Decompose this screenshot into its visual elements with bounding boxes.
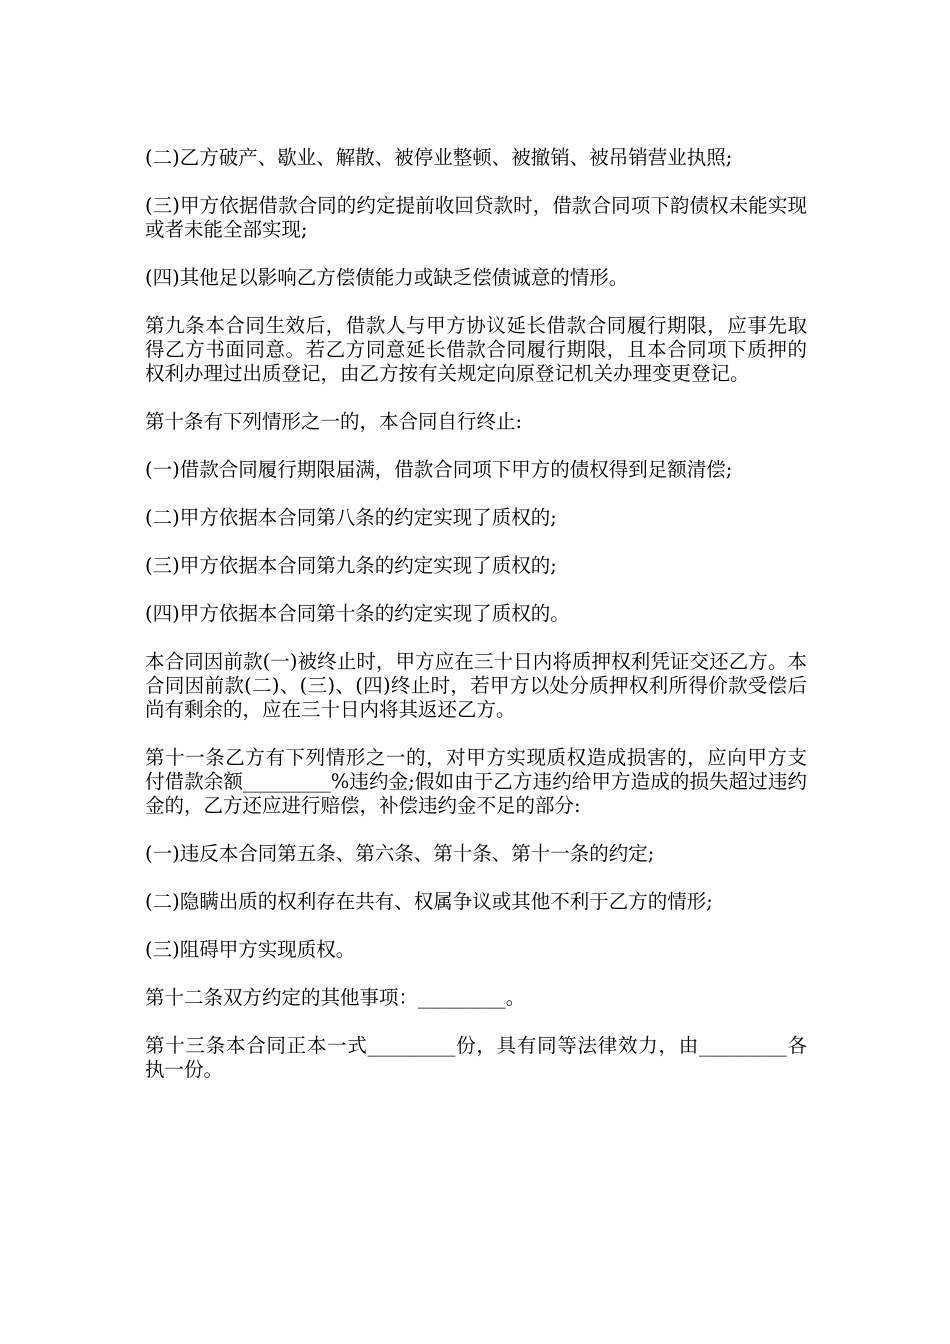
paragraph-10: 本合同因前款(一)被终止时，甲方应在三十日内将质押权利凭证交还乙方。本合同因前款(二)、(三)、(四)终止时，若甲方以处分质押权利所得价款受偿后尚有剩余的，应在三十日内将其返还乙方。: [145, 650, 807, 721]
paragraph-7: (二)甲方依据本合同第八条的约定实现了质权的;: [145, 506, 557, 529]
paragraph-12: (一)违反本合同第五条、第六条、第十条、第十一条的约定;: [145, 842, 655, 865]
paragraph-9: (四)甲方依据本合同第十条的约定实现了质权的。: [145, 602, 570, 625]
paragraph-article-10: 第十条有下列情形之一的，本合同自行终止:: [145, 410, 523, 433]
paragraph-14: (三)阻碍甲方实现质权。: [145, 938, 356, 961]
paragraph-8: (三)甲方依据本合同第九条的约定实现了质权的;: [145, 554, 557, 577]
document-body: [145, 146, 807, 1106]
paragraph-article-13: 第十三条本合同正本一式_________份，具有同等法律效力，由_________各执一份。: [145, 1034, 807, 1081]
paragraph-article-12: 第十二条双方约定的其他事项：_________。: [145, 986, 526, 1009]
paragraph-13: (二)隐瞒出质的权利存在共有、权属争议或其他不利于乙方的情形;: [145, 890, 713, 913]
paragraph-6: (一)借款合同履行期限届满，借款合同项下甲方的债权得到足额清偿;: [145, 458, 733, 481]
paragraph-article-11: 第十一条乙方有下列情形之一的，对甲方实现质权造成损害的，应向甲方支付借款余额_________%违约金;假如由于乙方违约给甲方造成的损失超过违约金的，乙方还应进行赔偿，补偿违约金不足的部分:: [145, 746, 807, 817]
paragraph-3: (四)其他足以影响乙方偿债能力或缺乏偿债诚意的情形。: [145, 266, 629, 289]
paragraph-article-9: 第九条本合同生效后，借款人与甲方协议延长借款合同履行期限，应事先取得乙方书面同意。若乙方同意延长借款合同履行期限，且本合同项下质押的权利办理过出质登记，由乙方按有关规定向原登记机关办理变更登记。: [145, 314, 807, 385]
paragraph-2: (三)甲方依据借款合同的约定提前收回贷款时，借款合同项下韵债权未能实现或者未能全部实现;: [145, 194, 807, 241]
paragraph-1: (二)乙方破产、歇业、解散、被停业整顿、被撤销、被吊销营业执照;: [145, 146, 733, 169]
